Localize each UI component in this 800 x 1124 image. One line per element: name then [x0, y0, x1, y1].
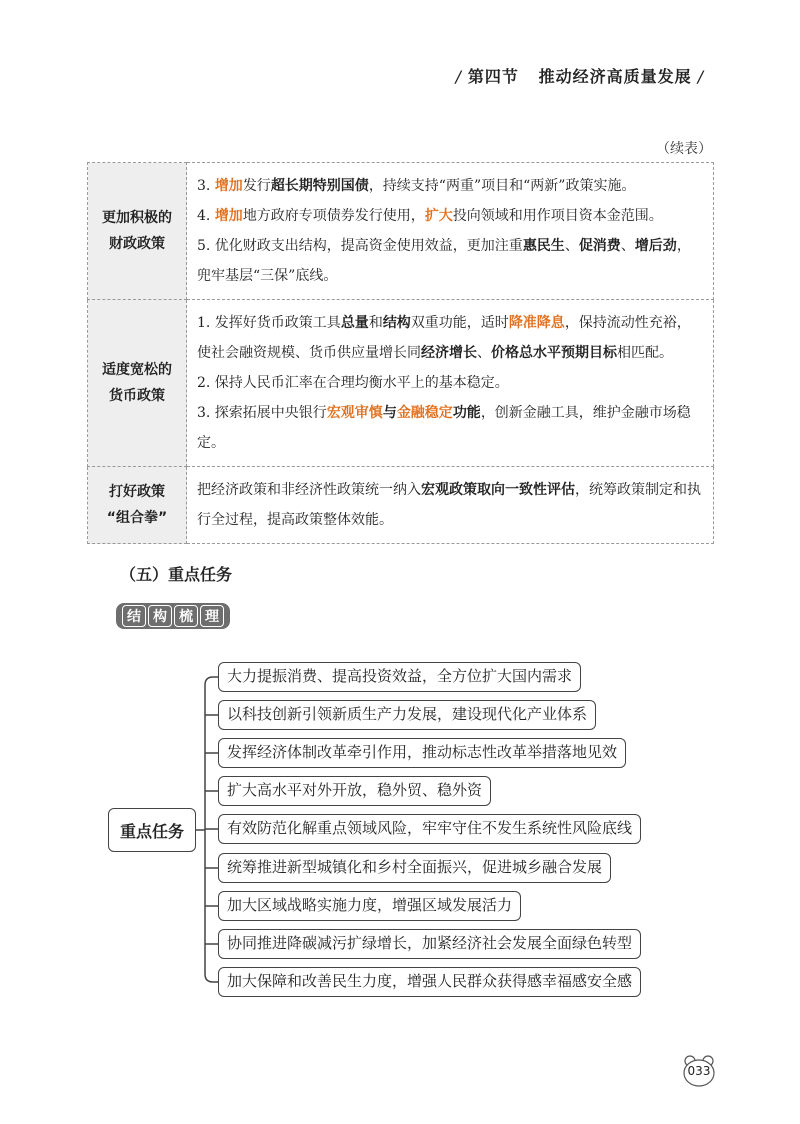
- item-text: 双重功能，适时: [410, 315, 509, 331]
- header-section: 第四节: [467, 67, 519, 86]
- item-text: ，兜牢基层“三保”底线。: [197, 238, 691, 284]
- item-text: 和: [368, 315, 383, 331]
- highlight-text: 增加: [214, 208, 243, 224]
- header-title: 推动经济高质量发展: [538, 67, 692, 86]
- item-text: 、: [477, 345, 491, 361]
- badge-char: 构: [148, 605, 172, 627]
- item-text: 发行: [242, 178, 271, 194]
- connector-branch: [205, 677, 218, 685]
- continued-label: （续表）: [656, 141, 712, 157]
- item-text: ，保持流动性充裕，使社会融资规模、货币供应量增长同: [197, 315, 691, 361]
- bold-text: 总量: [340, 315, 369, 331]
- item-text: 3. 探索拓展中央银行: [197, 405, 327, 421]
- row-label-line: 货币政策: [109, 388, 165, 404]
- highlight-text: 扩大: [424, 208, 453, 224]
- row-label-line: 财政政策: [109, 236, 165, 252]
- highlight-text: 金融稳定: [396, 405, 453, 421]
- bold-text: 超长期特别国债: [270, 178, 369, 194]
- bold-text: 惠民生: [522, 238, 565, 254]
- page-number: [682, 1054, 716, 1088]
- item-text: 相匹配。: [617, 345, 673, 361]
- item-text: 、: [620, 238, 635, 254]
- page-number-text: 033: [687, 1064, 711, 1078]
- item-text: ，创新金融工具，维护金融市场稳定。: [197, 405, 691, 451]
- row-label-line: 适度宽松的: [102, 362, 172, 378]
- item-text: 地方政府专项债券发行使用，: [242, 208, 425, 224]
- mindmap-branch: 统筹推进新型城镇化和乡村全面振兴，促进城乡融合发展: [218, 853, 611, 883]
- badge-char: 梳: [174, 605, 198, 627]
- item-text: 3.: [197, 178, 215, 194]
- row-label-line: “组合拳”: [106, 510, 168, 526]
- badge-char: 结: [122, 605, 146, 627]
- bold-text: 功能: [452, 405, 481, 421]
- highlight-text: 宏观审慎: [326, 405, 383, 421]
- mindmap-branch: 加大区域战略实施力度，增强区域发展活力: [218, 891, 521, 921]
- row-label-line: 打好政策: [109, 484, 165, 500]
- mindmap-branch: 以科技创新引领新质生产力发展，建设现代化产业体系: [218, 700, 596, 730]
- mindmap-branch: 有效防范化解重点领域风险，牢牢守住不发生系统性风险底线: [218, 814, 641, 844]
- running-header: / 第四节 推动经济高质量发展 /: [455, 67, 704, 86]
- mindmap-branch: 发挥经济体制改革牵引作用，推动标志性改革举措落地见效: [218, 738, 626, 768]
- mindmap-root: 重点任务: [108, 808, 196, 852]
- bold-text: 促消费: [578, 238, 621, 254]
- row-label-line: 更加积极的: [102, 210, 172, 226]
- highlight-text: 降准降息: [508, 315, 565, 331]
- connector-branch: [205, 974, 218, 982]
- badge-char: 理: [200, 605, 224, 627]
- item-text: 1. 发挥好货币政策工具: [197, 315, 341, 331]
- bold-text: 宏观政策取向一致性评估: [421, 482, 575, 498]
- item-text: 5. 优化财政支出结构，提高资金使用效益，更加注重: [197, 238, 523, 254]
- bold-text: 价格总水平预期目标: [491, 345, 617, 361]
- mindmap-branch: 加大保障和改善民生力度，增强人民群众获得感幸福感安全感: [218, 967, 641, 997]
- highlight-text: 增加: [214, 178, 243, 194]
- item-text: ，统筹政策制定和执行全过程，提高政策整体效能。: [197, 482, 701, 528]
- mindmap-branch: 大力提振消费、提高投资效益，全方位扩大国内需求: [218, 662, 581, 692]
- bold-text: 增后劲: [634, 238, 677, 254]
- mindmap-branch: 扩大高水平对外开放，稳外贸、稳外资: [218, 776, 491, 806]
- bold-text: 结构: [382, 315, 411, 331]
- mindmap-branch: 协同推进降碳减污扩绿增长，加紧经济社会发展全面绿色转型: [218, 929, 641, 959]
- item-text: 、: [564, 238, 579, 254]
- bold-text: 与: [382, 405, 397, 421]
- item-text: 把经济政策和非经济性政策统一纳入: [197, 482, 421, 498]
- item-text: 4.: [197, 208, 215, 224]
- item-text: ，持续支持“两重”项目和“两新”政策实施。: [368, 178, 636, 194]
- section-title: （五）重点任务: [120, 565, 233, 584]
- item-text: 投向领域和用作项目资本金范围。: [452, 208, 663, 224]
- bold-text: 经济增长: [421, 345, 477, 361]
- item-text: 2. 保持人民币汇率在合理均衡水平上的基本稳定。: [197, 375, 509, 391]
